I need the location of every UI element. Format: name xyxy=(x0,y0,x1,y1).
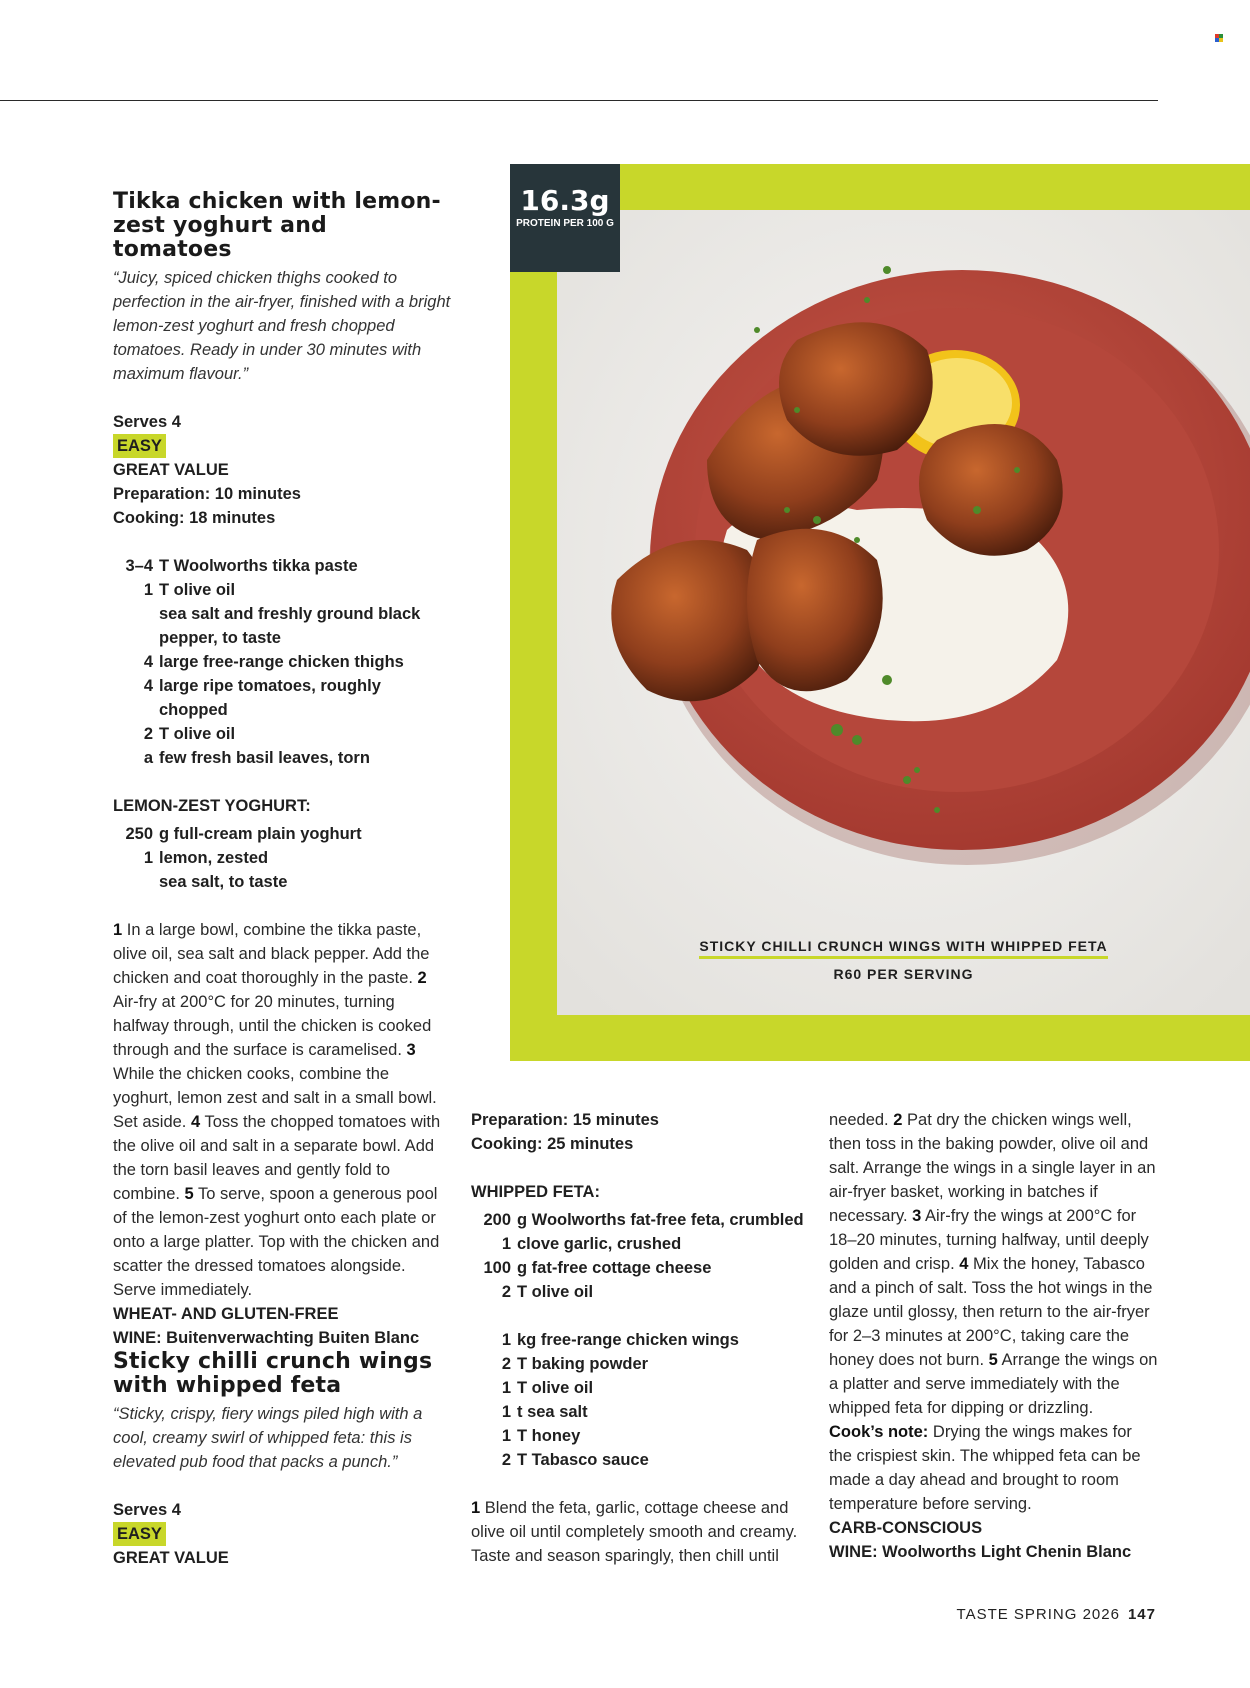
recipe1-title: Tikka chicken with lemon-zest yoghurt and tomatoes xyxy=(113,189,441,262)
recipe1-intro: “Juicy, spiced chicken thighs cooked to perfection in the air-fryer, finished with a bright lemon-zest yoghurt and fresh chopped tomatoes. Ready in under 30 minutes with maximum flavour.” xyxy=(113,269,451,383)
recipe1-value: GREAT VALUE xyxy=(113,461,229,479)
recipe2-prep: Preparation: 15 minutes xyxy=(471,1111,659,1129)
recipe1-prep: Preparation: 10 minutes xyxy=(113,485,301,503)
recipe1-serves: Serves 4 xyxy=(113,413,181,431)
ingredient-row: 1 T honey xyxy=(501,1427,581,1445)
middle-column xyxy=(471,1108,821,1568)
recipe1-ingredients xyxy=(113,554,453,770)
ingredient-row: 1 T olive oil xyxy=(501,1379,594,1397)
ingredient-row: 2 T baking powder xyxy=(501,1355,649,1373)
protein-label: PROTEIN PER 100 G xyxy=(516,218,614,229)
recipe2-sub-ingredients xyxy=(471,1208,821,1304)
recipe1-cook: Cooking: 18 minutes xyxy=(113,509,276,527)
ingredient-row: 3–4 T Woolworths tikka paste xyxy=(125,557,358,575)
recipe2-method-start: 1 Blend the feta, garlic, cottage cheese and olive oil until completely smooth and creamy. Taste and season sparingly, then chill until xyxy=(471,1499,798,1565)
ingredient-row: 2 T Tabasco sauce xyxy=(501,1451,649,1469)
ingredient-row: 4 large ripe tomatoes, roughly chopped xyxy=(143,677,381,719)
recipe2-serves: Serves 4 xyxy=(113,1501,181,1519)
caption-price: R60 PER SERVING xyxy=(833,966,974,982)
ingredient-row: 4 large free-range chicken thighs xyxy=(143,653,404,671)
ingredient-row: 1 kg free-range chicken wings xyxy=(501,1331,739,1349)
right-column xyxy=(829,1108,1159,1564)
recipe1-method: 1 In a large bowl, combine the tikka paste, olive oil, sea salt and black pepper. Add the chicken and coat thoroughly in the paste. 2 Air-fry at 200°C for 20 minutes, turning halfway through, until the chicken is cooked through and the surface is caramelised. 3 While the chicken cooks, combine the yoghurt, lemon zest and salt in a small bowl. Set aside. 4 Toss the chopped tomatoes with the olive oil and salt in a separate bowl. Add the torn basil leaves and gently fold to combine. 5 To serve, spoon a generous pool of the lemon-zest yoghurt onto each plate or onto a large platter. Top with the chicken and scatter the dressed tomatoes alongside. Serve immediately. xyxy=(113,921,441,1299)
recipe2-intro: “Sticky, crispy, fiery wings piled high with a cool, creamy swirl of whipped feta: this is elevated pub food that packs a punch.” xyxy=(113,1405,423,1471)
recipe1-meta xyxy=(113,410,453,530)
recipe2-cook: Cooking: 25 minutes xyxy=(471,1135,634,1153)
left-column xyxy=(113,190,453,1570)
recipe1-subhead: LEMON-ZEST YOGHURT: xyxy=(113,797,311,815)
recipe2-method: needed. 2 Pat dry the chicken wings well, then toss in the baking powder, olive oil and salt. Arrange the wings in a single layer in an air-fryer basket, working in batches if necessary. 3 Air-fry the wings at 200°C for 18–20 minutes, turning halfway, until deeply golden and crisp. 4 Mix the honey, Tabasco and a pinch of salt. Toss the hot wings in the glaze until glossy, then return to the air-fryer for 2–3 minutes at 200°C, taking care the honey does not burn. 5 Arrange the wings on a platter and serve immediately with the whipped feta for dipping or drizzling. xyxy=(829,1111,1158,1417)
ingredient-row: sea salt and freshly ground black pepper, to taste xyxy=(159,605,421,647)
photo-caption xyxy=(557,938,1250,982)
food-photo xyxy=(557,210,1250,1015)
page-number: 147 xyxy=(1127,1606,1156,1623)
recipe2-diet: CARB-CONSCIOUS xyxy=(829,1519,983,1537)
ingredient-row: 1 clove garlic, crushed xyxy=(501,1235,682,1253)
ingredient-row: a few fresh basil leaves, torn xyxy=(143,749,370,767)
ingredient-row: 2 T olive oil xyxy=(501,1283,594,1301)
recipe2-meta xyxy=(113,1498,453,1570)
recipe2-difficulty-badge: EASY xyxy=(113,1522,166,1546)
recipe2-subhead: WHIPPED FETA: xyxy=(471,1183,600,1201)
recipe2-title: Sticky chilli crunch wings with whipped feta xyxy=(113,1349,433,1398)
recipe1-wine: WINE: Buitenverwachting Buiten Blanc xyxy=(113,1329,420,1347)
ingredient-row: 1 T olive oil xyxy=(143,581,236,599)
recipe2-ingredients xyxy=(471,1328,821,1472)
color-mark-icon xyxy=(1215,34,1223,42)
recipe1-diet: WHEAT- AND GLUTEN-FREE xyxy=(113,1305,339,1323)
ingredient-row: 2 T olive oil xyxy=(143,725,236,743)
ingredient-row: 1 lemon, zested xyxy=(143,849,269,867)
ingredient-row: 1 t sea salt xyxy=(501,1403,588,1421)
recipe1-sub-ingredients xyxy=(113,822,453,894)
ingredient-row: sea salt, to taste xyxy=(159,873,288,891)
ingredient-row: 200 g Woolworths fat-free feta, crumbled xyxy=(483,1211,804,1229)
recipe2-value: GREAT VALUE xyxy=(113,1549,229,1567)
caption-title: STICKY CHILLI CRUNCH WINGS WITH WHIPPED FETA xyxy=(699,938,1107,959)
protein-badge xyxy=(510,164,620,272)
ingredient-row: 250 g full-cream plain yoghurt xyxy=(125,825,362,843)
chicken-wings-plate-image xyxy=(557,210,1250,1015)
protein-value: 16.3g xyxy=(520,184,610,217)
header-rule xyxy=(0,100,1158,101)
ingredient-row: 100 g fat-free cottage cheese xyxy=(483,1259,712,1277)
recipe2-wine: WINE: Woolworths Light Chenin Blanc xyxy=(829,1543,1132,1561)
recipe2-cooks-note: Cook’s note: Drying the wings makes for the crispiest skin. The whipped feta can be made a day ahead and brought to room temperature before serving. xyxy=(829,1423,1141,1513)
recipe1-difficulty-badge: EASY xyxy=(113,434,166,458)
magazine-name: TASTE SPRING 2026 xyxy=(956,1606,1120,1623)
page-footer xyxy=(957,1606,1156,1623)
